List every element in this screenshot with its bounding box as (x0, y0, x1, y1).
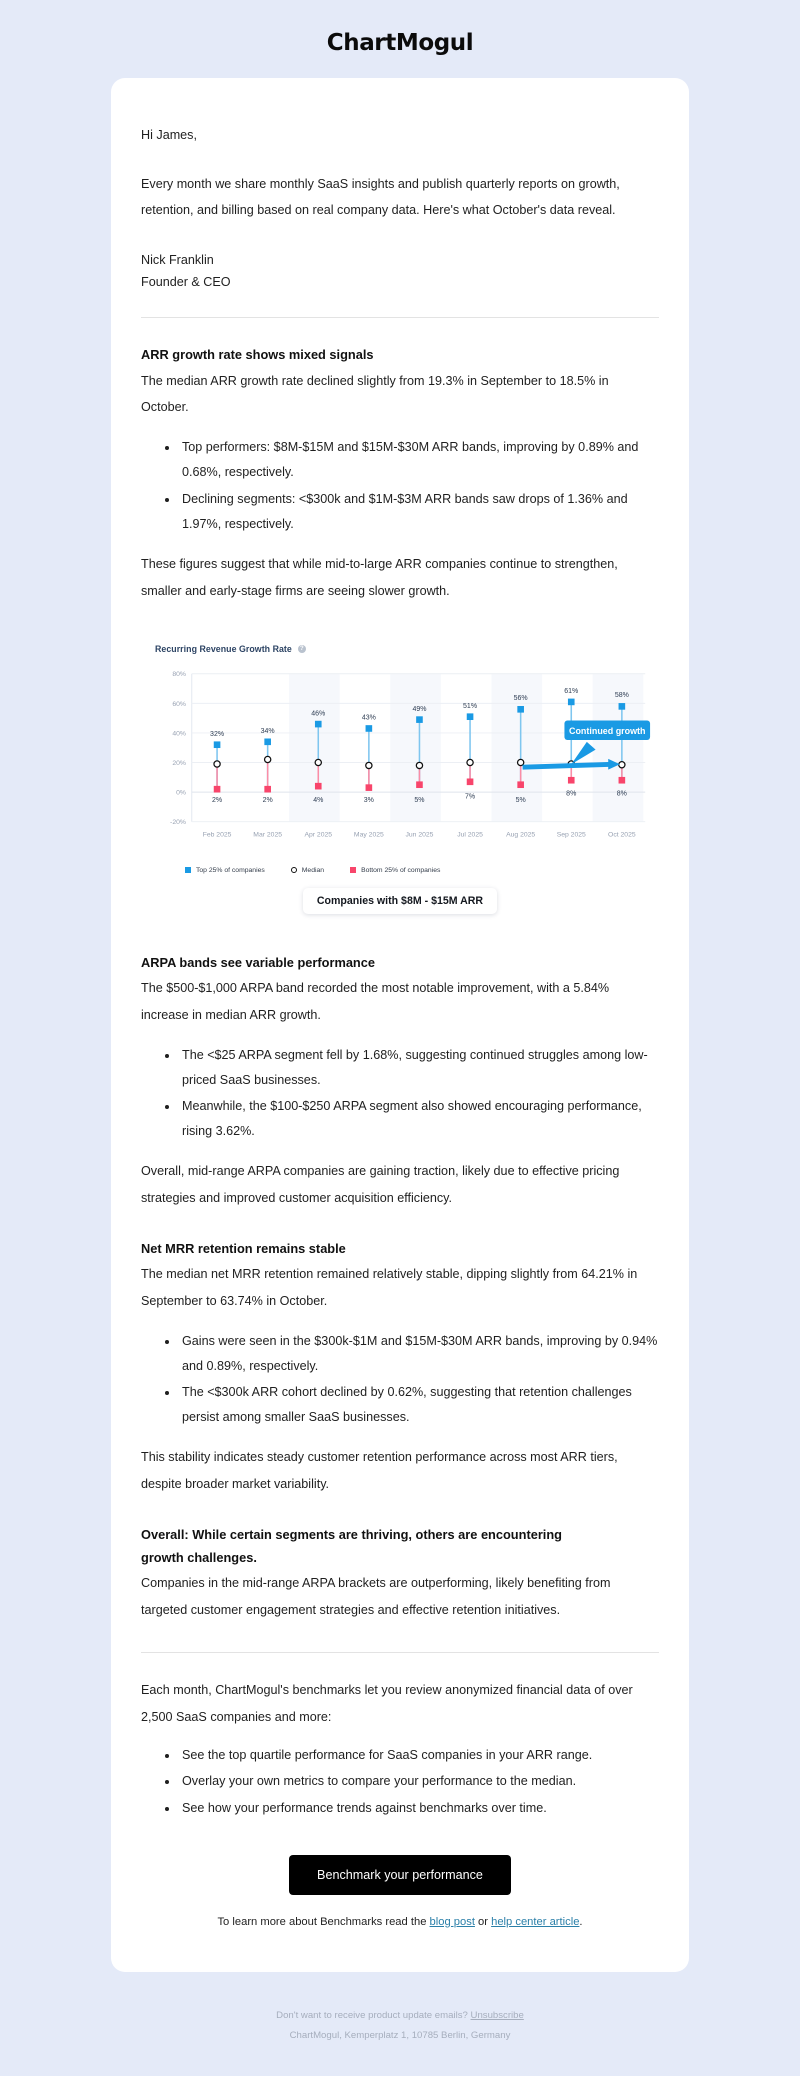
svg-text:51%: 51% (463, 703, 478, 711)
svg-text:5%: 5% (414, 797, 425, 805)
divider-top (141, 317, 659, 318)
recurring-revenue-growth-chart (141, 644, 659, 914)
chartmogul-logo: ChartMogul (326, 30, 474, 56)
svg-text:Sep 2025: Sep 2025 (556, 831, 586, 839)
overall-heading-line2: growth challenges. (141, 1550, 257, 1566)
svg-text:7%: 7% (464, 793, 476, 801)
legend-item-top-quartile (185, 867, 265, 874)
svg-text:2%: 2% (212, 797, 223, 805)
section-heading: ARPA bands see variable performance (141, 954, 375, 970)
benchmarks-bullets (141, 1743, 659, 1821)
blog-post-link[interactable]: blog post (429, 1915, 475, 1928)
svg-text:0%: 0% (176, 789, 186, 797)
svg-text:34%: 34% (260, 728, 275, 736)
section-bullets (141, 1043, 659, 1145)
overall-heading-line1: Overall: While certain segments are thriving, others are encountering (141, 1526, 562, 1542)
list-item: • Gains were seen in the $300k-$1M and $15M-$30M ARR bands, improving by 0.94% and 0.89%, respectively. (179, 1329, 659, 1379)
help-circle-icon[interactable]: ? (298, 645, 306, 653)
intro-paragraph: Every month we share monthly SaaS insights and publish quarterly reports on growth, retention, and billing based on real company data. Here's what October's data reveal. (141, 176, 620, 218)
legend-square-icon (350, 867, 356, 873)
svg-text:5%: 5% (515, 797, 526, 805)
chart-plot-area (147, 666, 653, 861)
chart-title-row (155, 644, 653, 654)
section-closing-text: These figures suggest that while mid-to-large ARR companies continue to strengthen, smaller and early-stage firms are seeing slower growth. (141, 556, 618, 598)
section-lede: The median ARR growth rate declined slightly from 19.3% in September to 18.5% in October. (141, 373, 609, 415)
svg-text:-20%: -20% (170, 819, 186, 827)
learn-more-text (141, 1914, 659, 1932)
section-heading: ARR growth rate shows mixed signals (141, 347, 374, 363)
benchmark-your-performance-button[interactable]: Benchmark your performance (289, 1855, 511, 1895)
legend-label: Bottom 25% of companies (361, 866, 441, 874)
svg-text:8%: 8% (566, 790, 577, 798)
chart-title: Recurring Revenue Growth Rate (155, 644, 292, 655)
divider-bottom (141, 1652, 659, 1653)
learn-more-suffix: . (579, 1915, 583, 1928)
greeting-text: Hi James, (141, 128, 197, 142)
svg-text:80%: 80% (172, 671, 186, 679)
benchmarks-intro: Each month, ChartMogul's benchmarks let you review anonymized financial data of over 2,500 SaaS companies and more: (141, 1682, 633, 1724)
svg-text:46%: 46% (311, 710, 326, 718)
svg-text:4%: 4% (313, 797, 324, 805)
chart-caption: Companies with $8M - $15M ARR (303, 888, 497, 914)
svg-text:2%: 2% (262, 797, 273, 805)
section-lede: The $500-$1,000 ARPA band recorded the most notable improvement, with a 5.84% increase in median ARR growth. (141, 981, 610, 1022)
section-bullets (141, 435, 659, 537)
chart-svg (147, 666, 653, 861)
unsubscribe-line (0, 2006, 800, 2026)
email-card (111, 78, 689, 1972)
list-item: • Meanwhile, the $100-$250 ARPA segment also showed encouraging performance, rising 3.62%. (179, 1094, 659, 1144)
section-arpa-bands (141, 952, 659, 1212)
svg-text:56%: 56% (513, 695, 528, 703)
section-overall (141, 1524, 659, 1624)
stability-note: This stability indicates steady customer retention performance across most ARR tiers, despite broader market variability. (141, 1450, 618, 1491)
svg-text:Jul 2025: Jul 2025 (457, 831, 483, 839)
svg-text:Jun 2025: Jun 2025 (405, 831, 434, 839)
learn-more-prefix: To learn more about Benchmarks read the (217, 1915, 430, 1928)
signature-name: Nick Franklin (141, 253, 214, 268)
section-arr-growth (141, 344, 659, 604)
section-net-mrr-retention (141, 1238, 659, 1498)
svg-text:61%: 61% (564, 688, 579, 696)
cta-wrap (141, 1855, 659, 1895)
legend-label: Median (301, 866, 325, 874)
svg-text:Feb 2025: Feb 2025 (202, 831, 232, 839)
unsubscribe-link[interactable]: Unsubscribe (470, 2009, 524, 2021)
chart-caption-row (147, 888, 653, 914)
list-item: • The <$25 ARPA segment fell by 1.68%, suggesting continued struggles among low-priced SaaS businesses. (179, 1043, 659, 1093)
section-bullets (141, 1329, 659, 1431)
section-lede: The median net MRR retention remained relatively stable, dipping slightly from 64.21% in September to 63.74% in October. (141, 1267, 638, 1308)
signature-block (141, 250, 659, 293)
overall-body: Companies in the mid-range ARPA brackets are outperforming, likely benefiting from targeted customer engagement strategies and effective retention initiatives. (141, 1576, 611, 1618)
legend-item-median (291, 867, 324, 874)
unsubscribe-prefix: Don't want to receive product update emails? (276, 2009, 471, 2021)
list-item: • Declining segments: <$300k and $1M-$3M ARR bands saw drops of 1.36% and 1.97%, respectively. (179, 487, 659, 537)
list-item: • See the top quartile performance for SaaS companies in your ARR range. (179, 1743, 659, 1768)
svg-text:May 2025: May 2025 (353, 831, 384, 839)
brand-header (0, 0, 800, 78)
svg-text:49%: 49% (412, 706, 427, 714)
svg-text:20%: 20% (172, 760, 186, 768)
chart-legend (185, 867, 653, 874)
svg-text:32%: 32% (210, 731, 225, 739)
svg-text:Apr 2025: Apr 2025 (304, 831, 333, 839)
help-center-article-link[interactable]: help center article (491, 1915, 580, 1928)
svg-text:Oct 2025: Oct 2025 (608, 831, 636, 839)
svg-text:40%: 40% (172, 730, 186, 738)
svg-text:Aug 2025: Aug 2025 (506, 831, 536, 839)
svg-text:8%: 8% (616, 790, 627, 798)
section-benchmarks (141, 1677, 659, 1932)
svg-text:3%: 3% (363, 797, 374, 805)
legend-item-bottom-quartile (350, 867, 440, 874)
list-item: • Top performers: $8M-$15M and $15M-$30M ARR bands, improving by 0.89% and 0.68%, respectively. (179, 435, 659, 485)
list-item: • See how your performance trends against benchmarks over time. (179, 1796, 659, 1821)
email-footer (0, 1972, 800, 2068)
legend-square-icon (185, 867, 191, 873)
section-heading: Net MRR retention remains stable (141, 1240, 346, 1256)
svg-text:Mar 2025: Mar 2025 (253, 831, 283, 839)
svg-text:Continued growth: Continued growth (569, 726, 646, 737)
legend-label: Top 25% of companies (196, 866, 265, 874)
list-item: • Overlay your own metrics to compare your performance to the median. (179, 1769, 659, 1794)
section-closing-text: Overall, mid-range ARPA companies are gaining traction, likely due to effective pricing strategies and improved customer acquisition efficiency. (141, 1164, 620, 1206)
signature-title: Founder & CEO (141, 274, 231, 289)
company-address: ChartMogul, Kemperplatz 1, 10785 Berlin, Germany (289, 2029, 511, 2041)
svg-text:43%: 43% (361, 714, 376, 722)
svg-text:60%: 60% (172, 701, 186, 709)
list-item: • The <$300k ARR cohort declined by 0.62%, suggesting that retention challenges persist among smaller SaaS businesses. (179, 1380, 659, 1430)
svg-text:58%: 58% (614, 692, 629, 700)
legend-circle-icon (291, 867, 297, 873)
learn-more-middle: or (474, 1915, 492, 1928)
